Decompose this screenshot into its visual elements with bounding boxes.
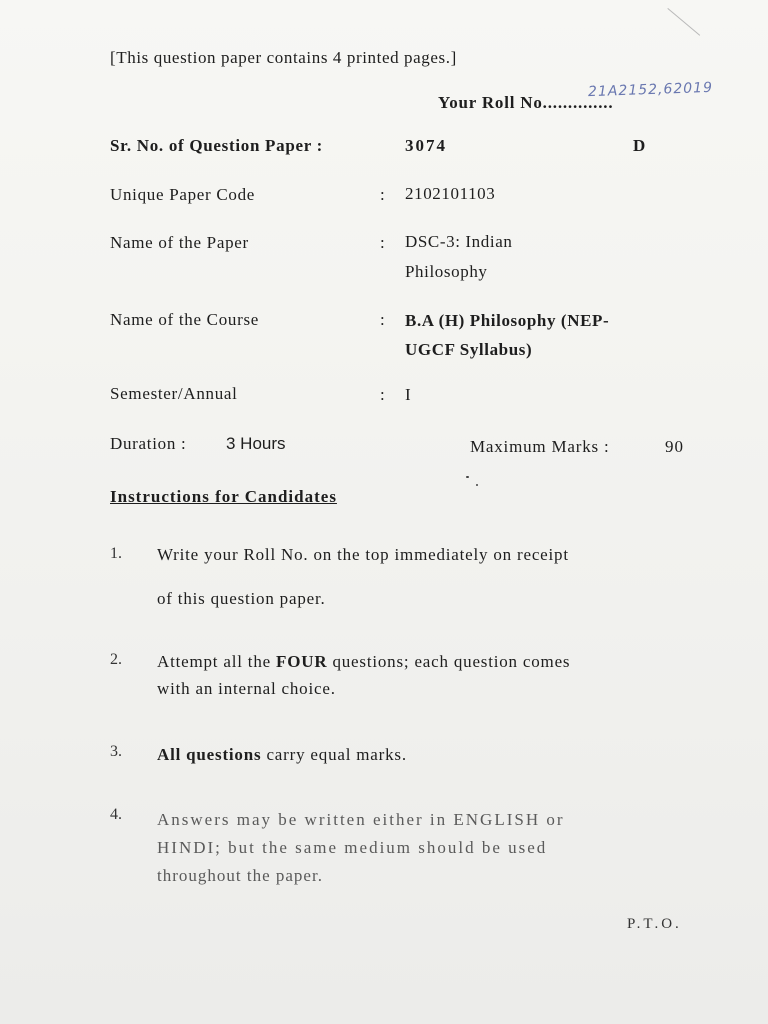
roll-number-handwritten: 21A2152,62019 [587, 79, 714, 101]
paper-name-line1: DSC-3: Indian [405, 232, 513, 251]
paper-name-label: Name of the Paper [110, 233, 249, 252]
instruction-4-line3: throughout the paper. [157, 866, 323, 885]
unique-paper-code-value: 2102101103 [405, 184, 496, 203]
unique-paper-code-label: Unique Paper Code [110, 185, 256, 204]
paper-name-line2: Philosophy [405, 262, 488, 281]
colon: : [380, 385, 385, 404]
instruction-number: 2. [110, 651, 122, 668]
colon: : [380, 185, 385, 204]
semester-label: Semester/Annual [110, 384, 238, 403]
set-code: D [633, 136, 646, 155]
instruction-3-emphasis: All questions [157, 745, 262, 764]
instruction-3-text: carry equal marks. [261, 745, 407, 764]
serial-number-value: 3074 [405, 136, 447, 155]
instruction-2-text-a: Attempt all the [157, 652, 277, 671]
roll-number-label: Your Roll No.............. [438, 93, 614, 112]
duration-label: Duration : [110, 434, 187, 453]
ink-speck [466, 476, 469, 478]
semester-value: I [405, 385, 412, 404]
colon: : [380, 233, 385, 252]
instruction-4-line1: Answers may be written either in ENGLISH or [157, 810, 565, 829]
course-name-line2: UGCF Syllabus) [405, 340, 533, 359]
instruction-1-line1: Write your Roll No. on the top immediately on receipt [157, 545, 569, 564]
instruction-number: 4. [110, 806, 122, 823]
serial-number-label: Sr. No. of Question Paper : [110, 136, 323, 155]
max-marks-label: Maximum Marks : [470, 437, 610, 456]
course-name-line1: B.A (H) Philosophy (NEP- [405, 311, 610, 330]
pages-note: [This question paper contains 4 printed pages.] [110, 48, 457, 67]
instruction-1-line2: of this question paper. [157, 589, 326, 608]
please-turn-over: P.T.O. [627, 916, 682, 932]
course-name-label: Name of the Course [110, 310, 260, 329]
duration-value: 3 Hours [226, 434, 286, 453]
pen-mark [667, 8, 700, 36]
instruction-2-text-c: questions; each question comes [327, 652, 571, 671]
instruction-4-line2: HINDI; but the same medium should be used [157, 838, 548, 857]
instruction-2-line1 [157, 652, 570, 672]
instruction-2-line2: with an internal choice. [157, 679, 336, 698]
instructions-heading: Instructions for Candidates [110, 487, 337, 506]
ink-speck [476, 484, 478, 486]
colon: : [380, 310, 385, 329]
max-marks-value: 90 [665, 437, 684, 456]
instruction-number: 3. [110, 743, 122, 760]
instruction-3-line [157, 745, 407, 765]
instruction-number: 1. [110, 545, 122, 562]
instruction-2-emphasis: FOUR [276, 652, 328, 671]
